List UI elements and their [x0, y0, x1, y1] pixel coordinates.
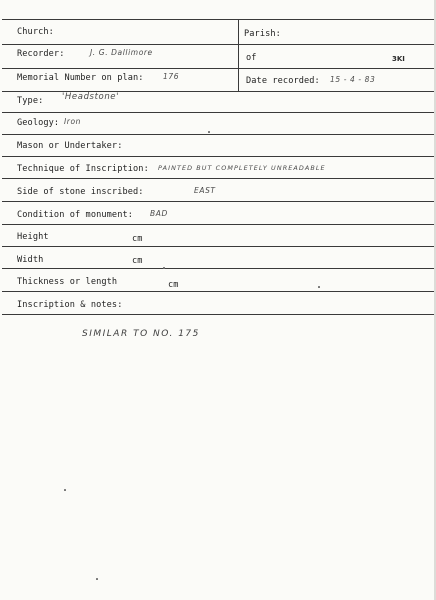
- technique-value: PAINTED BUT COMPLETELY UNREADABLE: [158, 164, 326, 172]
- rule-notes: [2, 314, 434, 315]
- scan-speck: [96, 578, 98, 580]
- rule-side: [2, 201, 434, 202]
- height-unit: cm: [132, 234, 143, 244]
- width-label: Width: [17, 255, 44, 265]
- side-inscribed-label: Side of stone inscribed:: [17, 187, 144, 197]
- type-label: Type:: [17, 96, 44, 106]
- inscription-notes-value: SIMILAR TO NO. 175: [82, 329, 200, 339]
- rule-width: [2, 268, 434, 269]
- rule-recorder: [2, 68, 434, 69]
- scan-speck: [318, 286, 320, 288]
- width-unit: cm: [132, 256, 143, 266]
- church-label: Church:: [17, 27, 54, 37]
- side-inscribed-value: EAST: [194, 186, 216, 195]
- notes-label: Inscription & notes:: [17, 300, 123, 310]
- recorder-value: J. G. Dallimore: [90, 48, 153, 57]
- date-recorded-value: 15 - 4 - 83: [330, 75, 376, 84]
- of-label: of: [246, 53, 257, 63]
- geology-label: Geology:: [17, 118, 60, 128]
- date-recorded-label: Date recorded:: [246, 76, 320, 86]
- scan-speck: [208, 131, 210, 133]
- of-value: 3KI: [392, 55, 405, 63]
- thickness-label: Thickness or length: [17, 277, 118, 287]
- rule-condition: [2, 224, 434, 225]
- rule-technique: [2, 178, 434, 179]
- recorder-label: Recorder:: [17, 49, 65, 59]
- scan-speck: [163, 267, 165, 269]
- memorial-number-label: Memorial Number on plan:: [17, 73, 144, 83]
- rule-church: [2, 44, 434, 45]
- rule-thickness: [2, 291, 434, 292]
- rule-mason: [2, 156, 434, 157]
- height-label: Height: [17, 232, 49, 242]
- rule-top: [2, 19, 434, 20]
- geology-value: Iron: [64, 117, 82, 126]
- scan-speck: [64, 489, 66, 491]
- technique-label: Technique of Inscription:: [17, 164, 149, 174]
- type-value: 'Headstone': [62, 92, 120, 102]
- rule-type: [2, 112, 434, 113]
- memorial-number-value: 176: [163, 72, 180, 81]
- rule-geology: [2, 134, 434, 135]
- column-divider: [238, 19, 239, 91]
- parish-label: Parish:: [244, 29, 281, 39]
- mason-label: Mason or Undertaker:: [17, 141, 123, 151]
- condition-label: Condition of monument:: [17, 210, 134, 220]
- rule-height: [2, 246, 434, 247]
- condition-value: BAD: [150, 209, 168, 218]
- thickness-unit: cm: [168, 280, 179, 290]
